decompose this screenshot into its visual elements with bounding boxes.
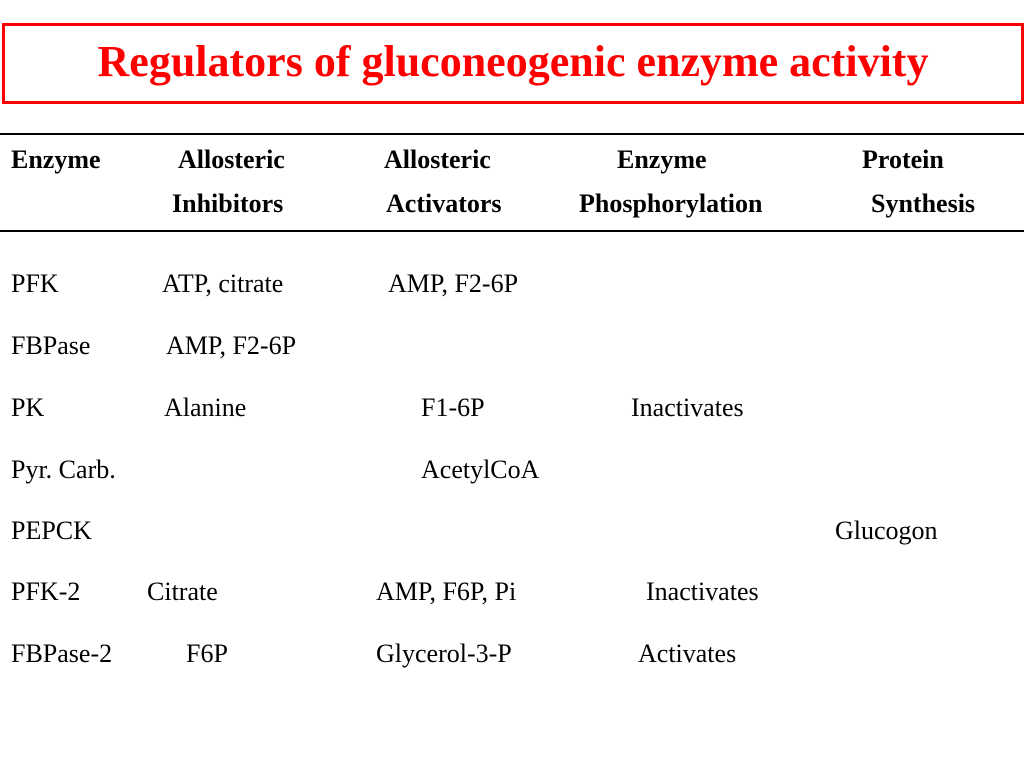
header-allosteric-activators-line1: Allosteric: [384, 145, 491, 174]
row-pfk2-enzyme: PFK-2: [11, 577, 81, 606]
row-fbpase2-activators: Glycerol-3-P: [376, 639, 512, 668]
row-pfk-inhibitors: ATP, citrate: [162, 269, 284, 298]
row-pk-activators: F1-6P: [421, 393, 485, 422]
row-pfk2-activators: AMP, F6P, Pi: [376, 577, 517, 606]
row-pk-inhibitors: Alanine: [164, 393, 247, 422]
table-header-rule: [0, 230, 1024, 232]
row-pk-phosphorylation: Inactivates: [631, 393, 744, 422]
row-pfk2-inhibitors: Citrate: [147, 577, 218, 606]
row-pfk-enzyme: PFK: [11, 269, 59, 298]
row-fbpase2-phosphorylation: Activates: [638, 639, 737, 668]
row-pyr-carb-enzyme: Pyr. Carb.: [11, 455, 116, 484]
header-allosteric-inhibitors-line1: Allosteric: [178, 145, 285, 174]
row-fbpase-inhibitors: AMP, F2-6P: [166, 331, 297, 360]
slide-title: Regulators of gluconeogenic enzyme activity: [97, 37, 929, 86]
header-protein-synthesis-line2: Synthesis: [871, 189, 976, 218]
row-pfk2-phosphorylation: Inactivates: [646, 577, 759, 606]
header-protein-synthesis-line1: Protein: [862, 145, 944, 174]
header-enzyme-phosphorylation-line1: Enzyme: [617, 145, 707, 174]
header-allosteric-activators-line2: Activators: [386, 189, 502, 218]
header-enzyme: Enzyme: [11, 145, 101, 174]
title-box: [2, 23, 1024, 104]
row-fbpase-enzyme: FBPase: [11, 331, 91, 360]
row-fbpase2-inhibitors: F6P: [186, 639, 228, 668]
row-pfk-activators: AMP, F2-6P: [388, 269, 519, 298]
row-pepck-enzyme: PEPCK: [11, 516, 92, 545]
table-top-rule: [0, 133, 1024, 135]
row-fbpase2-enzyme: FBPase-2: [11, 639, 113, 668]
row-pyr-carb-activators: AcetylCoA: [421, 455, 540, 484]
row-pk-enzyme: PK: [11, 393, 45, 422]
header-enzyme-phosphorylation-line2: Phosphorylation: [579, 189, 763, 218]
header-allosteric-inhibitors-line2: Inhibitors: [172, 189, 284, 218]
row-pepck-synthesis: Glucogon: [835, 516, 938, 545]
